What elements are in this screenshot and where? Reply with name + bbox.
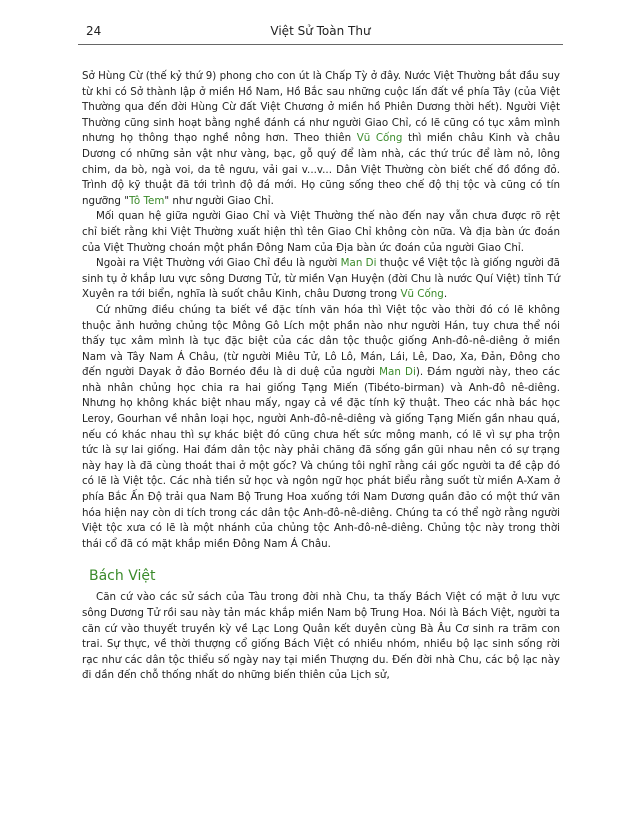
page-header <box>78 20 563 45</box>
text-run: thuộc về Việt tộc là giống người đã sinh tụ ở khắp lưu vực sông Dương Tử, từ miền Vạn Huyện (đời Chu là nước Quí Việt) tỉnh Tứ Xuyên ra tới biển, nghĩa là suốt châu Kinh, châu Dương trong <box>82 257 560 301</box>
highlight-vu-cong: Vũ Cống <box>400 288 444 301</box>
text-run: thì miền châu Kinh và châu Dương có những sản vật như vàng, bạc, gỗ quý để làm nhà, các thứ trúc để làm nỏ, lông chim, da bò, ngà voi, da tê ngưu, vải gai v...v... Dân Việt Thường còn biết chế đồ đồng đỏ. Trình độ kỹ thuật đã tới trình độ đá mới. Họ cũng sống theo chế độ thị tộc và cũng có tín ngưỡng " <box>82 132 560 207</box>
highlight-vu-cong: Vũ Cống <box>356 132 403 145</box>
page-number: 24 <box>86 24 102 38</box>
text-run: " như người Giao Chỉ. <box>164 194 274 207</box>
highlight-man-di: Man Di <box>340 257 377 270</box>
book-title: Việt Sử Toàn Thư <box>270 24 371 38</box>
text-run: ). Đám người này, theo các nhà nhân chủng học chia ra hai giống Tạng Miến (Tibéto-birman) và Anh-đô nê-diêng. Nhưng họ không khác biệt nhau mấy, ngay cả về đặc tính kỹ thuật. Theo các nhà bác học Leroy, Gourhan về nhân loại học, người Anh-đô-nê-diêng và giống Tạng Miến gần nhau quá, nếu có khác nhau thì sự khác biệt đó cũng chưa hết sức mông manh, có lẽ vì sự pha trộn tức là sự lai giống. Hai đám dân tộc này phải chăng đã sống gần gũi nhau nên có sự trạng này hay là đã cùng thoát thai ở một gốc? Và chúng tôi nghĩ rằng cái gốc người ta đề cập đó có lẽ là Việt tộc. Các nhà tiền sử học và ngôn ngữ học phát biểu rằng suốt từ miền A-Xam ở phía Bắc Ấn Độ trải qua Nam Bộ Trung Hoa xuống tới Nam Dương quần đảo có một thứ văn hóa hiện nay còn di tích trong các dân tộc Anh-đô-nê-diêng. Chúng ta có thể ngờ rằng người Việt tộc xưa có lẽ là một nhánh của chủng tộc Anh-đô-nê-diêng. Chủng tộc này trong thời thái cổ đã có mặt khắp miền Đông Nam Á Châu. <box>82 366 560 550</box>
text-run: Cứ những điều chúng ta biết về đặc tính văn hóa thì Việt tộc vào thời đó có lẽ không thuộc ảnh hưởng chủng tộc Mông Gô Lích một phần nào như người Hán, tuy chưa thể nói thấy tục xâm mình là tục đặc biệt của các dân tộc thuộc giống Anh-đô-nê-diêng ở miền Nam và Tây Nam Á Châu, (từ người Miêu Tử, Lô Lô, Mán, Lái, Lê, Dao, Xa, Đản, Đông cho đến người Dayak ở đảo Bornéo đều là di duệ của người <box>82 303 560 379</box>
text-run: Ngoài ra Việt Thường với Giao Chỉ đều là người <box>96 257 341 270</box>
paragraph-3 <box>82 256 560 303</box>
highlight-to-tem: Tô Tem <box>128 194 165 207</box>
section-heading-bach-viet: Bách Việt <box>89 568 156 585</box>
text-run: Sở Hùng Cừ (thế kỷ thứ 9) phong cho con út là Chấp Tỳ ở đây. Nước Việt Thường bắt đầu suy từ khi có Sở thành lập ở miền Hồ Nam, Hồ Bắc sau những cuộc lấn đất về phía Tây (của Việt Thường qua đến đời Hùng Cừ đất Việt Chương ở miền hồ Phiên Dương thời hết). Người Việt Thường cũng sinh hoạt bằng nghề đánh cá như người Giao Chỉ, có lẽ cũng có tục xâm mình nhưng họ thông thạo nghề nông hơn. Theo thiên <box>82 70 560 145</box>
paragraph-2: Mối quan hệ giữa người Giao Chỉ và Việt Thường thế nào đến nay vẫn chưa được rõ rệt chỉ biết rằng khi Việt Thường xuất hiện thì tên Giao Chỉ không còn nữa. Và địa bàn ức đoán của Việt Thường choán một phần Đông Nam của Địa bàn ức đoán của người Giao Chỉ. <box>82 210 560 254</box>
text-run: . <box>443 288 448 301</box>
paragraph-4 <box>82 303 560 553</box>
highlight-man-di: Man Di <box>379 366 416 379</box>
paragraph-1 <box>82 69 560 209</box>
page-body <box>82 69 560 684</box>
paragraph-5: Căn cứ vào các sử sách của Tàu trong đời nhà Chu, ta thấy Bách Việt có mặt ở lưu vực sông Dương Tử rồi sau này tản mác khắp miền Nam bộ Trung Hoa. Nói là Bách Việt, người ta căn cứ vào thuyết truyền kỳ về Lạc Long Quân kết duyên cùng Bà Âu Cơ sinh ra trăm con trai. Sự thực, về thời thượng cổ giống Bách Việt có nhiều nhóm, nhiều bộ lạc sinh sống rời rạc như các dân tộc thiểu số ngày nay tại miền Thượng du. Đến đời nhà Chu, các bộ lạc này đi dần đến chỗ thống nhất do những biến thiên của Lịch sử, <box>82 591 560 682</box>
